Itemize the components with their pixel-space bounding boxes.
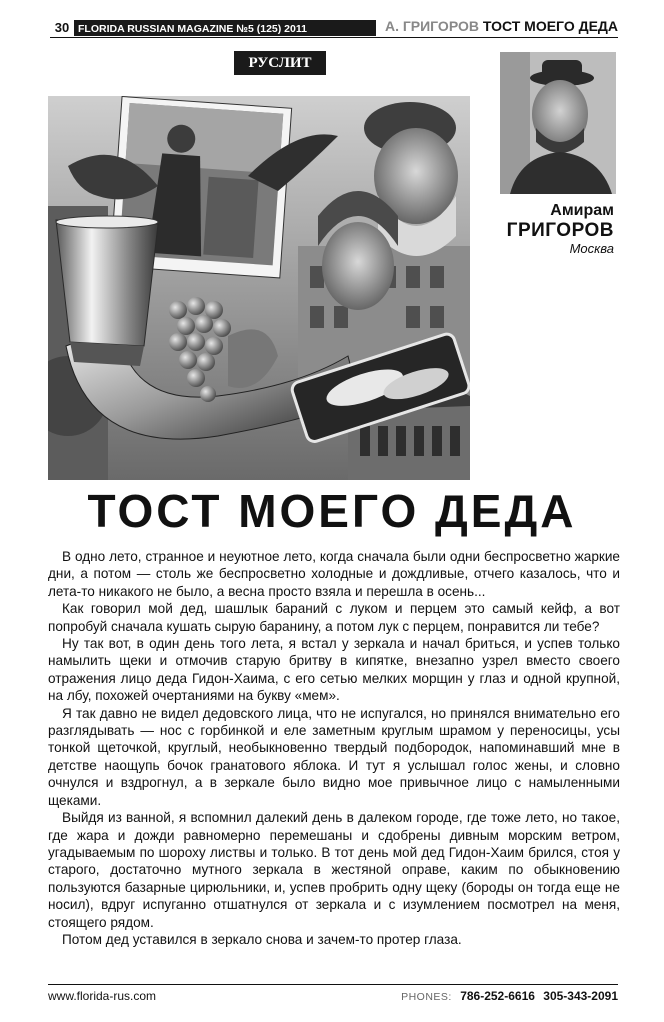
footer-website[interactable]: www.florida-rus.com [48,989,157,1003]
magazine-issue: FLORIDA RUSSIAN MAGAZINE №5 (125) 2011 [78,23,307,35]
header-rule [50,37,618,38]
footer-phones [401,989,618,1003]
author-last-name: ГРИГОРОВ [506,220,614,241]
photo-collage [48,96,470,480]
paragraph: Как говорил мой дед, шашлык бараний с луком и перцем это самый кейф, а вот попробуй сначала кушать сырую баранину, а потом лук с перцем, понравится ли тебе? [48,601,620,634]
article-title: ТОСТ МОЕГО ДЕДА [87,485,577,537]
magazine-bar [50,20,376,36]
author-city: Москва [569,241,614,256]
section-rubric: РУСЛИТ [234,51,326,75]
paragraph: Ну так вот, в один день того лета, я встал у зеркала и начал бриться, и успев только намылить щеки и отмочив старую бритву в кипятке, внезапно узрел вместо своего отражения лицо деда Гидон-Хаима, с его сетью мелких морщин у глаз и одной крупной, на лбу, похожей очертаниями на букву «мем». [48,636,620,704]
paragraph: Потом дед уставился в зеркало снова и зачем-то протер глаза. [62,931,462,947]
phone-number-2: 305-343-2091 [543,989,618,1003]
author-byline [486,202,614,257]
running-head [385,18,618,34]
author-photo [500,52,616,194]
author-first-name: Амирам [550,202,614,219]
footer-rule [48,984,618,985]
paragraph: Я так давно не видел дедовского лица, что не испугался, но принялся внимательно его разглядывать — нос с горбинкой и еле заметным круглым шрамом у переносицы, усы тонкой щеточкой, круглый, необыкновенно твердый подбородок, напоминавший мне в детстве наощупь бочок гранатового яблока. И тут я услышал голос жены, и словно очнулся и вздрогнул, а в зеркале было видно мое привычное лицо с намыленными щеками. [48,705,620,808]
phone-number-1: 786-252-6616 [460,989,535,1003]
page-header [50,18,618,40]
article-body [48,548,620,948]
paragraph: В одно лето, странное и неуютное лето, когда сначала были одни беспросветно жаркие дни, а потом — столь же беспросветно холодные и дождливые, отчего казалось, что и лета-то никакого не было, а весна просто взяла и перешла в осень... [48,549,620,599]
paragraph: Выйдя из ванной, я вспомнил далекий день в далеком городе, где тоже лето, но такое, где жара и дожди равномерно перемешаны и сдобрены дивным морским ветром, угадываемым по шороху листвы и только. В тот день мой дед Гидон-Хаим брился, стоя у старого, достаточно мутного зеркала в жестяной оправе, каким по обыкновению пользуются базарные цирюльники, и, успев пробрить одну щеку (бороды он тогда еще не носил), вдруг испуганно отшатнулся от зеркала и с изумлением посмотрел на меня, стоящего рядом. [48,810,620,930]
phones-label: PHONES: [401,991,452,1003]
running-head-author: А. ГРИГОРОВ [384,18,479,34]
running-head-title: ТОСТ МОЕГО ДЕДА [482,18,618,34]
page-number: 30 [50,20,74,36]
